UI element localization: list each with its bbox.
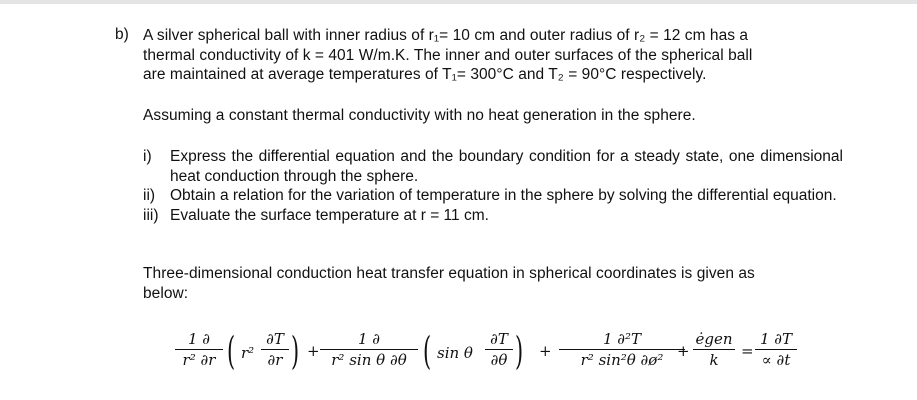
left-paren: ( <box>227 329 236 373</box>
right-paren: ) <box>515 329 524 373</box>
three-dimensional-intro <box>143 264 843 303</box>
term1-denominator: r² ∂r <box>182 351 216 370</box>
term1-inner-numerator: ∂T <box>266 330 284 348</box>
equation-term-2-fraction <box>320 330 418 369</box>
equation-rhs-fraction <box>755 330 797 369</box>
term4-numerator: ėgen <box>695 330 733 348</box>
term2-inner-fraction <box>485 330 513 369</box>
term1-inner-fraction <box>261 330 289 369</box>
right-paren: ) <box>291 329 300 373</box>
sub-question-list <box>143 147 843 225</box>
fraction-bar <box>559 349 685 350</box>
sub-question-text: Evaluate the surface temperature at r = 11 cm. <box>170 206 489 224</box>
question-label: b) <box>115 26 129 43</box>
fraction-bar <box>175 349 223 350</box>
sub-question-text: Express the differential equation and the boundary condition for a steady state, one dimensional heat conduction through the sphere. <box>170 148 843 185</box>
equation-term-4-fraction <box>693 330 735 369</box>
equals-sign: = <box>741 342 754 360</box>
top-edge <box>0 0 917 4</box>
term2-sin-theta: sin θ <box>437 344 473 362</box>
fraction-bar <box>320 349 418 350</box>
term2-denominator: r² sin θ ∂θ <box>331 351 407 370</box>
term4-denominator: k <box>709 351 719 370</box>
sub-question-number: i) <box>143 148 152 165</box>
fraction-bar <box>693 349 735 350</box>
sub-question-text: Obtain a relation for the variation of temperature in the sphere by solving the differential equation. <box>170 187 837 204</box>
sub-question-item <box>143 186 843 206</box>
equation-term-3-fraction <box>559 330 685 369</box>
equation-term-1-fraction <box>175 330 223 369</box>
three-dim-line-2: below: <box>143 284 189 302</box>
plus-sign: + <box>677 342 690 360</box>
term2-numerator: 1 ∂ <box>357 330 381 348</box>
rhs-denominator: ∝ ∂t <box>761 351 791 370</box>
conduction-equation <box>175 326 875 386</box>
fraction-bar <box>485 349 513 350</box>
term2-inner-numerator: ∂T <box>490 330 508 348</box>
term1-r-squared: r² <box>241 344 255 362</box>
intro-line-1: A silver spherical ball with inner radius of r₁= 10 cm and outer radius of r₂ = 12 cm has a <box>143 27 749 44</box>
sub-question-number: ii) <box>143 187 156 204</box>
term3-denominator: r² sin²θ ∂ø² <box>580 351 664 370</box>
term1-inner-denominator: ∂r <box>267 351 283 370</box>
sub-question-item <box>143 206 843 226</box>
left-paren: ( <box>423 329 432 373</box>
term1-numerator: 1 ∂ <box>187 330 211 348</box>
assumption-text: Assuming a constant thermal conductivity with no heat generation in the sphere. <box>143 107 696 124</box>
fraction-bar <box>755 349 797 350</box>
plus-sign: + <box>539 342 552 360</box>
sub-question-item <box>143 147 843 186</box>
sub-question-number: iii) <box>143 206 159 224</box>
term3-numerator: 1 ∂²T <box>602 330 642 348</box>
fraction-bar <box>261 349 289 350</box>
intro-line-3: are maintained at average temperatures of T₁= 300°C and T₂ = 90°C respectively. <box>143 66 707 83</box>
plus-sign: + <box>307 342 320 360</box>
term2-inner-denominator: ∂θ <box>490 351 508 370</box>
intro-line-2: thermal conductivity of k = 401 W/m.K. The inner and outer surfaces of the spherical ball <box>143 46 753 64</box>
question-intro <box>143 26 843 85</box>
rhs-numerator: 1 ∂T <box>759 330 793 348</box>
three-dim-line-1: Three-dimensional conduction heat transfer equation in spherical coordinates is given as <box>143 265 755 282</box>
